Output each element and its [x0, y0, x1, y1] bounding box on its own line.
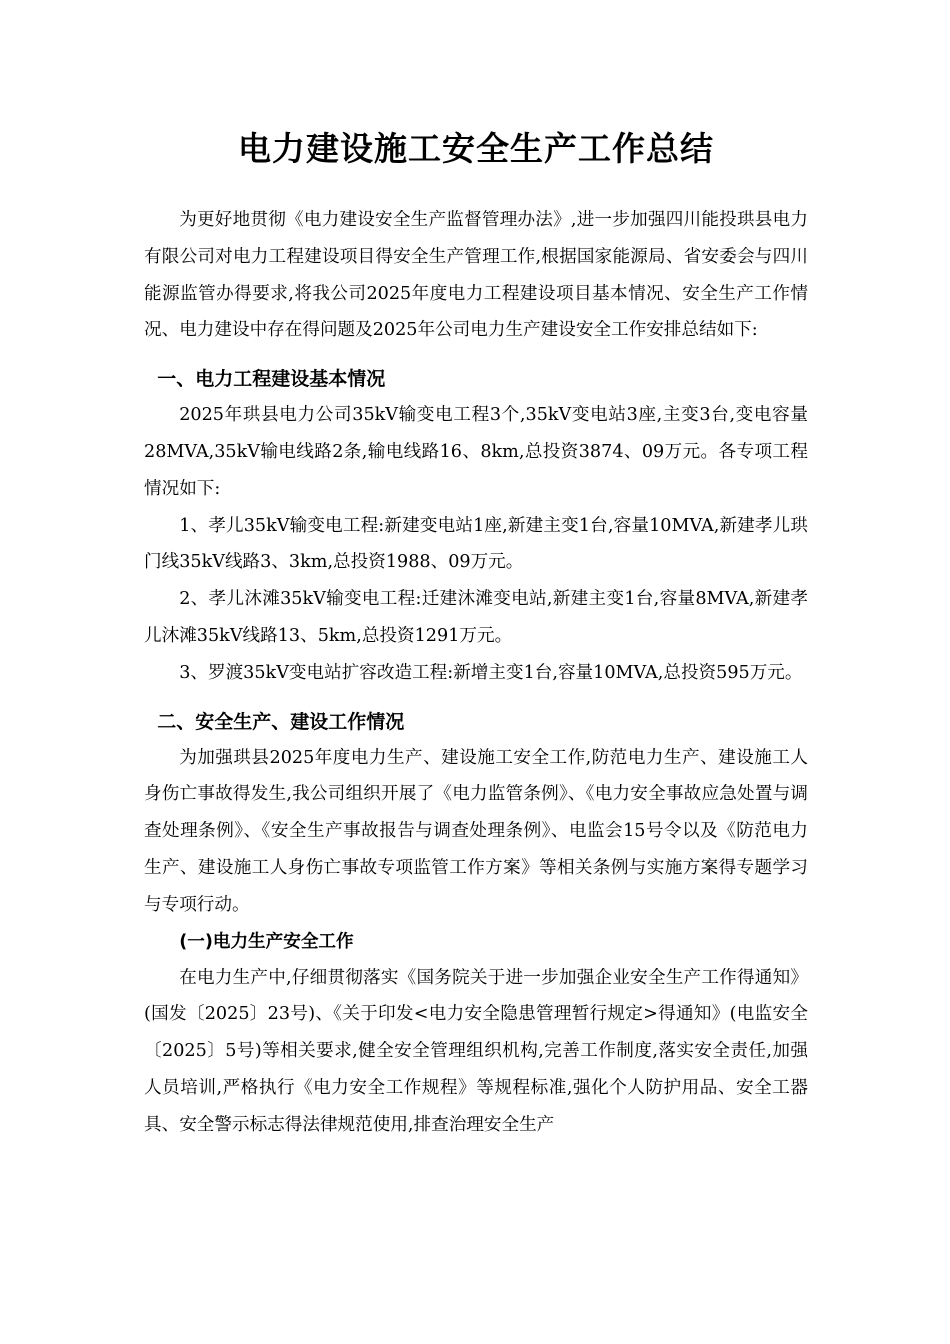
section-heading-1: 一、电力工程建设基本情况: [157, 368, 386, 391]
subsection1-paragraph-1: 在电力生产中,仔细贯彻落实《国务院关于进一步加强企业安全生产工作得通知》(国发〔2025〕23号)、《关于印发<电力安全隐患管理暂行规定>得通知》(电监安全〔2025〕5号)等相关要求,健全安全管理组织机构,完善工作制度,落实安全责任,加强人员培训,严格执行《电力安全工作规程》等规程标准,强化个人防护用品、安全工器具、安全警示标志得法律规范使用,排查治理安全生产: [144, 967, 808, 1135]
section-heading-2: 二、安全生产、建设工作情况: [157, 710, 405, 733]
section1-paragraph-1: 2025年珙县电力公司35kV输变电工程3个,35kV变电站3座,主变3台,变电容量28MVA,35kV输电线路2条,输电线路16、8km,总投资3874、09万元。各专项工程情况如下:: [144, 405, 808, 499]
section1-paragraph-4: 3、罗渡35kV变电站扩容改造工程:新增主变1台,容量10MVA,总投资595万元。: [179, 662, 803, 683]
subsection-heading-1: (一)电力生产安全工作: [179, 931, 354, 952]
section1-paragraph-2: 1、孝儿35kV输变电工程:新建变电站1座,新建主变1台,容量10MVA,新建孝儿珙门线35kV线路3、3km,总投资1988、09万元。: [144, 515, 808, 573]
section2-paragraph-1: 为加强珙县2025年度电力生产、建设施工安全工作,防范电力生产、建设施工人身伤亡事故得发生,我公司组织开展了《电力监管条例》、《电力安全事故应急处置与调查处理条例》、《安全生产事故报告与调查处理条例》、电监会15号令以及《防范电力生产、建设施工人身伤亡事故专项监管工作方案》等相关条例与实施方案得专题学习与专项行动。: [144, 747, 808, 915]
intro-paragraph: 为更好地贯彻《电力建设安全生产监督管理办法》,进一步加强四川能投珙县电力有限公司对电力工程建设项目得安全生产管理工作,根据国家能源局、省安委会与四川能源监管办得要求,将我公司2025年度电力工程建设项目基本情况、安全生产工作情况、电力建设中存在得问题及2025年公司电力生产建设安全工作安排总结如下:: [144, 210, 808, 341]
document-title: 电力建设施工安全生产工作总结: [238, 129, 714, 168]
section1-paragraph-3: 2、孝儿沐滩35kV输变电工程:迁建沐滩变电站,新建主变1台,容量8MVA,新建孝儿沐滩35kV线路13、5km,总投资1291万元。: [144, 589, 808, 646]
